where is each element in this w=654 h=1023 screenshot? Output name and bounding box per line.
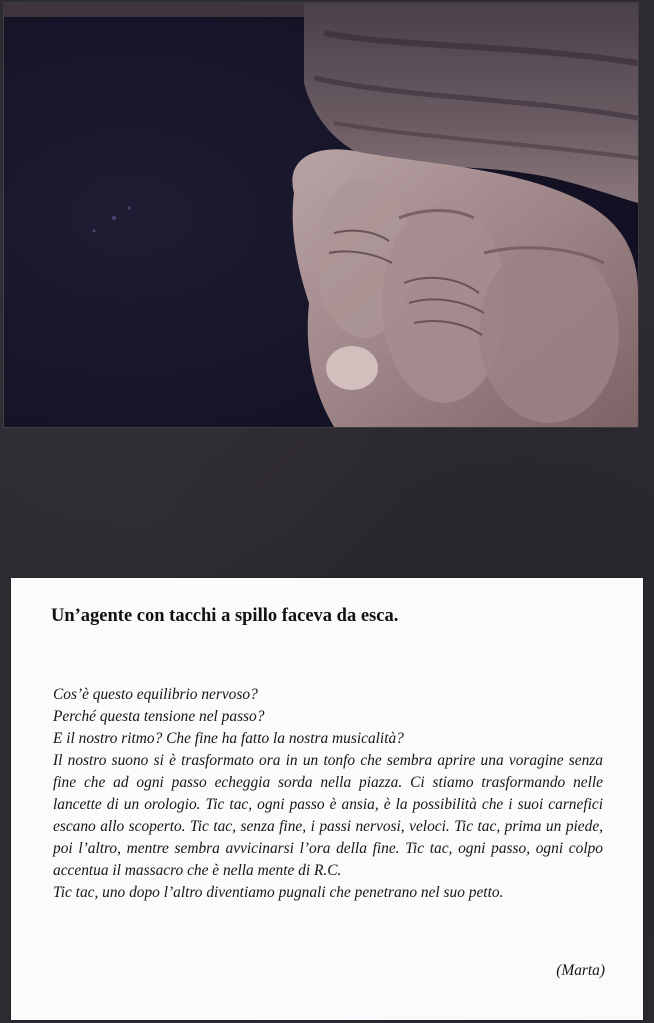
poem-line: Cos’è questo equilibrio nervoso? [53, 686, 258, 703]
poem-line: E il nostro ritmo? Che fine ha fatto la nostra musicalità? [53, 730, 404, 747]
hand-photo-illustration [4, 3, 638, 427]
poem-body [53, 684, 603, 904]
card-title: Un’agente con tacchi a spillo faceva da esca. [51, 606, 399, 626]
poem-line: Perché questa tensione nel passo? [53, 708, 265, 725]
text-card [11, 578, 643, 1020]
hand-photo [4, 3, 638, 427]
poem-last-line: Tic tac, uno dopo l’altro diventiamo pugnali che penetrano nel suo petto. [53, 884, 504, 901]
poem-paragraph: Il nostro suono si è trasformato ora in un tonfo che sembra aprire una voragine senza fine che ad ogni passo echeggia sorda nella piazza. Ci stiamo trasformando nelle lancette di un orologio. Tic tac, ogni passo è ansia, è la possibilità che i suoi carnefici escano allo scoperto. Tic tac, senza fine, i passi nervosi, veloci. Tic tac, prima un piede, poi l’altro, mentre sembra avvicinarsi l’ora della fine. Tic tac, ogni passo, ogni colpo accentua il massacro che è nella mente di R.C. [53, 752, 603, 879]
author-signature: (Marta) [556, 962, 605, 979]
